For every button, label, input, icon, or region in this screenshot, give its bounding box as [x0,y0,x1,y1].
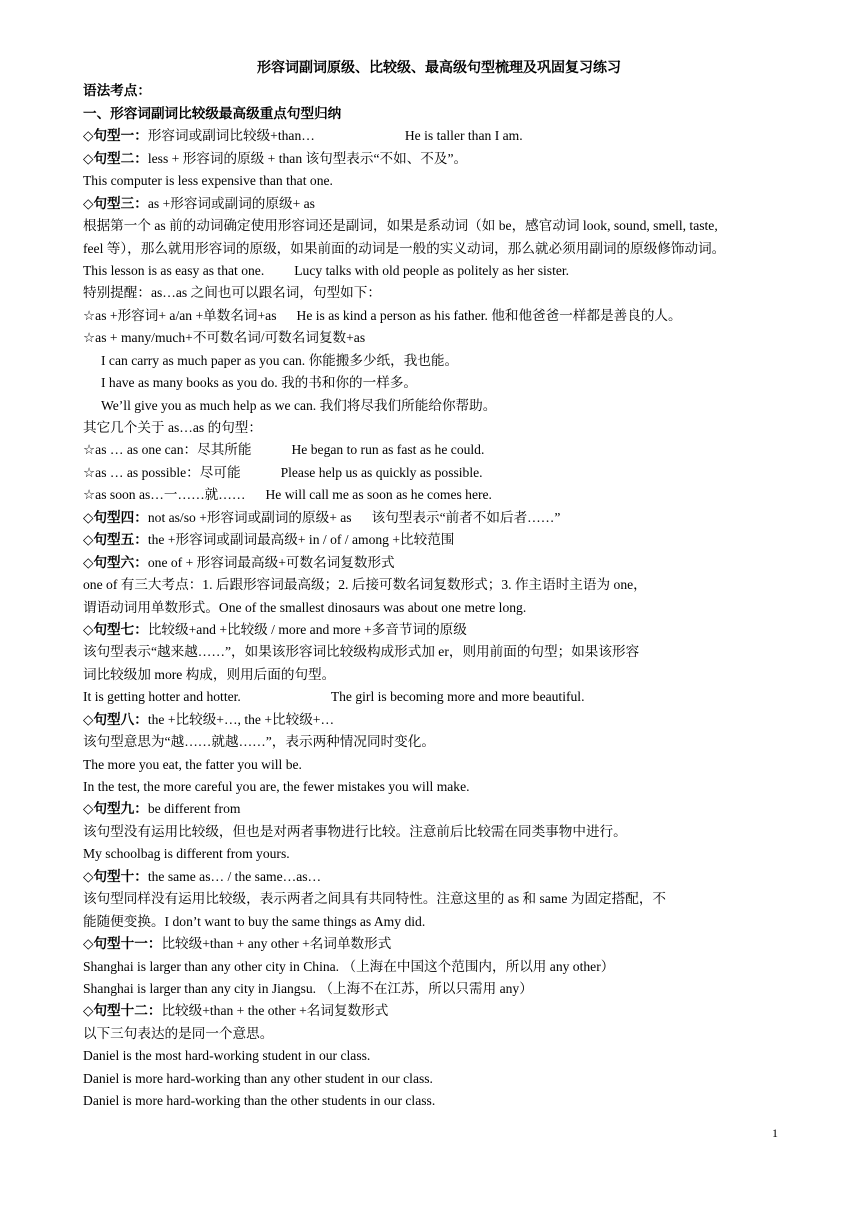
explanation-text: 以下三句表达的是同一个意思。 [83,1025,274,1041]
pattern-rule: as +形容词或副词的原级+ as [147,195,315,211]
pattern-rule: 比较级+than + any other +名词单数形式 [161,936,392,952]
example-sentence: I have as many books as you do. 我的书和你的一样多。 [101,375,418,391]
star-rule: ☆as soon as…一……就…… [83,487,246,503]
star-rule: ☆as … as one can：尽其所能 [83,442,252,458]
example-sentence: In the test, the more careful you are, the fewer mistakes you will make. [83,779,470,794]
pattern-label: ◇句型八： [83,711,148,727]
pattern-rule: the +比较级+…, the +比较级+… [147,711,335,727]
explanation-text: 谓语动词用单数形式。One of the smallest dinosaurs was about one metre long. [83,599,527,615]
other-pattern-3 [83,484,783,506]
pattern-label: ◇句型六： [83,554,148,570]
pattern-example: He is taller than I am. [404,128,523,144]
pattern-rule: 形容词或副词比较级+than… [147,128,315,144]
example-sentence: My schoolbag is different from yours. [83,846,290,862]
example-sentence: Daniel is more hard-working than any other student in our class. [83,1070,433,1086]
explanation-text: one of 有三大考点：1. 后跟形容词最高级；2. 后接可数名词复数形式；3. 作主语时主语为 one， [83,577,647,593]
explanation-text: 该句型没有运用比较级，但也是对两者事物进行比较。注意前后比较需在同类事物中进行。 [83,823,627,839]
pattern-rule: the +形容词或副词最高级+ in / of / among +比较范围 [147,532,455,548]
document-page [83,58,783,1113]
pattern-1 [83,125,783,147]
section-heading: 一、形容词副词比较级最高级重点句型归纳 [83,105,342,121]
pattern-label: ◇句型五： [83,532,148,548]
pattern-label: ◇句型十二： [83,1003,162,1019]
pattern-12 [83,1000,783,1022]
pattern-description: 该句型表示“前者不如后者……” [371,509,561,525]
explanation-text: 根据第一个 as 前的动词确定使用形容词还是副词，如果是系动词（如 be，感官动词 look, sound, smell, taste, [83,218,718,234]
pattern-label: ◇句型九： [83,801,148,817]
example-sentence: He will call me as soon as he comes here. [265,487,492,503]
example-sentence: Daniel is the most hard-working student in our class. [83,1048,371,1064]
pattern-label: ◇句型一： [83,128,148,144]
pattern-11 [83,933,783,955]
pattern-rule: less + 形容词的原级 + than 该句型表示“不如、不及”。 [147,150,468,166]
example-sentence: The more you eat, the fatter you will be. [83,756,302,772]
other-pattern-2 [83,462,783,484]
star-pattern-1 [83,305,783,327]
explanation-text: 词比较级加 more 构成，则用后面的句型。 [83,666,336,682]
pattern-rule: 比较级+and +比较级 / more and more +多音节词的原级 [147,621,467,637]
example-sentences [83,686,783,708]
example-sentence: He began to run as fast as he could. [291,442,485,458]
pattern-rule: one of + 形容词最高级+可数名词复数形式 [147,554,395,570]
explanation-text: 能随便变换。I don’t want to buy the same things as Amy did. [83,913,426,929]
pattern-rule: the same as… / the same…as… [147,868,322,884]
pattern-9 [83,798,783,820]
pattern-label: ◇句型四： [83,509,148,525]
example-sentence: This lesson is as easy as that one. [83,262,265,278]
other-pattern-1 [83,439,783,461]
example-sentences [83,260,783,282]
star-pattern-2: ☆as + many/much+不可数名词/可数名词复数+as [83,330,366,346]
example-sentence: Lucy talks with old people as politely as her sister. [294,262,570,278]
pattern-2 [83,148,783,170]
document-title: 形容词副词原级、比较级、最高级句型梳理及巩固复习练习 [257,61,621,76]
explanation-text: 该句型同样没有运用比较级，表示两者之间具有共同特性。注意这里的 as 和 same 为固定搭配，不 [83,891,667,907]
example-sentence: We’ll give you as much help as we can. 我们将尽我们所能给你帮助。 [101,397,497,413]
pattern-10 [83,866,783,888]
pattern-label: ◇句型十一： [83,936,162,952]
example-sentence: He is as kind a person as his father. 他和他爸爸一样都是善良的人。 [296,307,682,323]
pattern-label: ◇句型二： [83,150,148,166]
pattern-rule: 比较级+than + the other +名词复数形式 [161,1003,389,1019]
pattern-7 [83,619,783,641]
grammar-points-heading: 语法考点： [83,83,151,99]
pattern-6 [83,552,783,574]
example-sentence: Shanghai is larger than any other city in China. （上海在中国这个范围内，所以用 any other） [83,958,615,974]
pattern-4 [83,507,783,529]
pattern-5 [83,529,783,551]
pattern-rule: be different from [147,801,241,817]
example-sentence: Please help us as quickly as possible. [280,464,483,480]
explanation-text: feel 等），那么就用形容词的原级，如果前面的动词是一般的实义动词，那么就必须用副词的原级修饰动词。 [83,240,726,256]
pattern-rule: not as/so +形容词或副词的原级+ as [147,509,352,525]
pattern-label: ◇句型十： [83,868,148,884]
star-rule: ☆as … as possible：尽可能 [83,464,241,480]
page-number: 1 [772,1126,778,1140]
other-patterns-heading: 其它几个关于 as…as 的句型： [83,420,262,435]
example-sentence: Shanghai is larger than any city in Jiangsu. （上海不在江苏，所以只需用 any） [83,980,533,996]
pattern-3 [83,193,783,215]
example-sentence: The girl is becoming more and more beautiful. [330,689,585,705]
pattern-label: ◇句型三： [83,195,148,211]
explanation-text: 该句型表示“越来越……”，如果该形容词比较级构成形式加 er，则用前面的句型；如果该形容 [83,644,640,660]
tip-text: 特别提醒：as…as 之间也可以跟名词，句型如下： [83,285,381,301]
pattern-label: ◇句型七： [83,621,148,637]
pattern-8 [83,709,783,731]
example-sentence: Daniel is more hard-working than the other students in our class. [83,1093,436,1109]
example-sentence: I can carry as much paper as you can. 你能搬多少纸，我也能。 [101,352,459,368]
star-rule: ☆as +形容词+ a/an +单数名词+as [83,307,277,323]
explanation-text: 该句型意思为“越……就越……”，表示两种情况同时变化。 [83,734,435,750]
example-sentence: It is getting hotter and hotter. [83,689,241,705]
example-sentence: This computer is less expensive than that one. [83,173,333,189]
